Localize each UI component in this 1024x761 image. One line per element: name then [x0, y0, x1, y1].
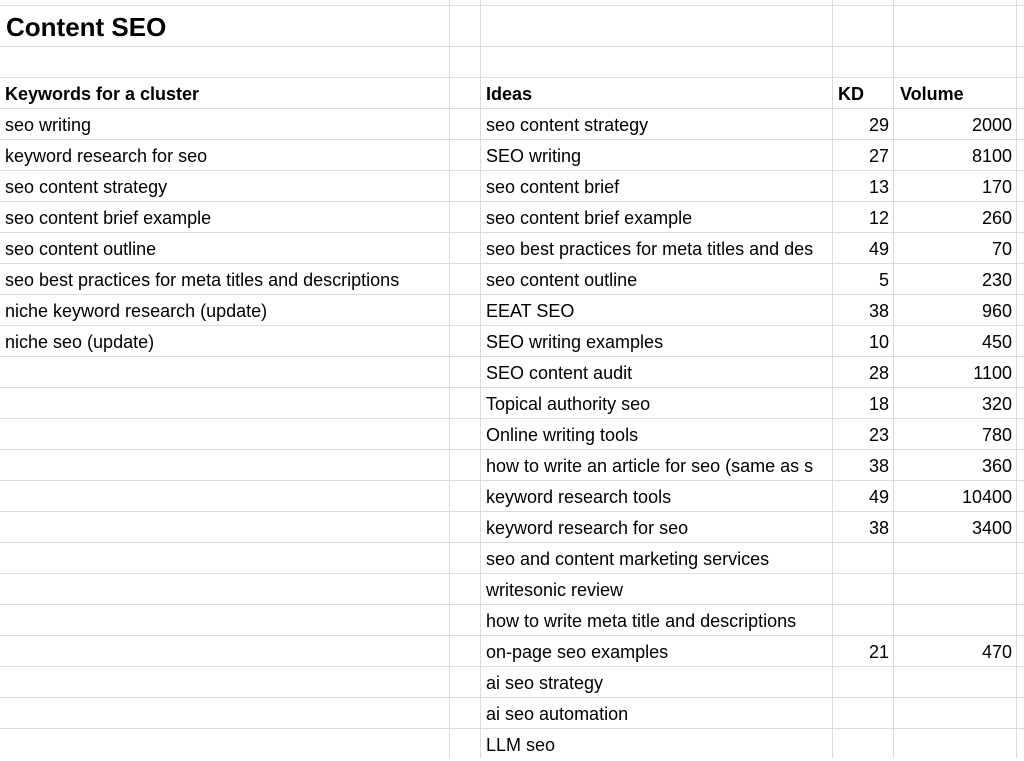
header-kd-cell[interactable]: KD [838, 84, 864, 104]
idea-cell[interactable]: ai seo automation [486, 704, 629, 724]
volume-cell[interactable]: 8100 [971, 146, 1012, 166]
kd-cell[interactable]: 28 [868, 363, 889, 383]
idea-cell[interactable]: seo best practices for meta titles and des [486, 239, 814, 259]
volume-cell[interactable]: 450 [981, 332, 1012, 352]
kd-cell[interactable]: 23 [868, 425, 889, 445]
kd-cell[interactable]: 49 [868, 239, 889, 259]
idea-cell[interactable]: seo content brief [486, 177, 620, 197]
keyword-cell[interactable]: niche seo (update) [5, 332, 155, 352]
keyword-cell[interactable]: seo content brief example [5, 208, 212, 228]
keyword-cell[interactable]: keyword research for seo [5, 146, 208, 166]
volume-cell[interactable]: 170 [981, 177, 1012, 197]
idea-cell[interactable]: how to write meta title and descriptions [486, 611, 797, 631]
kd-cell[interactable] [834, 606, 892, 637]
volume-cell[interactable]: 3400 [971, 518, 1012, 538]
idea-cell[interactable]: keyword research for seo [486, 518, 689, 538]
kd-cell[interactable]: 12 [868, 208, 889, 228]
kd-cell[interactable] [834, 668, 892, 699]
idea-cell[interactable]: seo content brief example [486, 208, 693, 228]
keyword-cell[interactable]: seo content outline [5, 239, 157, 259]
volume-cell[interactable]: 320 [981, 394, 1012, 414]
idea-cell[interactable]: on-page seo examples [486, 642, 669, 662]
kd-cell[interactable]: 5 [878, 270, 889, 290]
idea-cell[interactable]: SEO writing [486, 146, 582, 166]
kd-cell[interactable]: 29 [868, 115, 889, 135]
header-ideas-cell[interactable]: Ideas [486, 84, 533, 104]
kd-cell[interactable]: 21 [868, 642, 889, 662]
sheet-title-cell[interactable]: Content SEO [6, 12, 167, 42]
kd-cell[interactable] [834, 544, 892, 575]
row-border [0, 77, 1024, 78]
idea-cell[interactable]: SEO writing examples [486, 332, 664, 352]
volume-cell[interactable] [895, 606, 1014, 637]
kd-cell[interactable]: 13 [868, 177, 889, 197]
idea-cell[interactable]: LLM seo [486, 735, 556, 755]
volume-cell[interactable] [895, 668, 1014, 699]
idea-cell[interactable]: seo content outline [486, 270, 638, 290]
column-border [449, 0, 450, 758]
kd-cell[interactable]: 27 [868, 146, 889, 166]
idea-cell[interactable]: writesonic review [486, 580, 624, 600]
idea-cell[interactable]: Online writing tools [486, 425, 639, 445]
keyword-cell[interactable]: seo content strategy [5, 177, 168, 197]
volume-cell[interactable] [895, 699, 1014, 730]
kd-cell[interactable]: 10 [868, 332, 889, 352]
idea-cell[interactable]: SEO content audit [486, 363, 633, 383]
volume-cell[interactable]: 1100 [973, 363, 1012, 383]
volume-cell[interactable]: 230 [981, 270, 1012, 290]
volume-cell[interactable] [895, 575, 1014, 606]
volume-cell[interactable] [895, 544, 1014, 575]
kd-cell[interactable]: 38 [868, 456, 889, 476]
idea-cell[interactable]: seo and content marketing services [486, 549, 770, 569]
kd-cell[interactable] [834, 730, 892, 761]
column-border [832, 0, 833, 758]
volume-cell[interactable]: 260 [981, 208, 1012, 228]
keyword-cell[interactable]: seo best practices for meta titles and descriptions [5, 270, 400, 290]
volume-cell[interactable]: 780 [981, 425, 1012, 445]
keyword-cell[interactable]: seo writing [5, 115, 92, 135]
kd-cell[interactable]: 38 [868, 518, 889, 538]
keyword-cell[interactable]: niche keyword research (update) [5, 301, 268, 321]
volume-cell[interactable]: 360 [981, 456, 1012, 476]
idea-cell[interactable]: seo content strategy [486, 115, 649, 135]
idea-cell[interactable]: ai seo strategy [486, 673, 604, 693]
idea-cell[interactable]: how to write an article for seo (same as s [486, 456, 814, 476]
kd-cell[interactable] [834, 575, 892, 606]
idea-cell[interactable]: keyword research tools [486, 487, 672, 507]
volume-cell[interactable]: 10400 [961, 487, 1012, 507]
kd-cell[interactable]: 38 [868, 301, 889, 321]
volume-cell[interactable]: 70 [991, 239, 1012, 259]
column-border [893, 0, 894, 758]
idea-cell[interactable]: Topical authority seo [486, 394, 651, 414]
volume-cell[interactable]: 2000 [971, 115, 1012, 135]
volume-cell[interactable]: 960 [981, 301, 1012, 321]
idea-cell[interactable]: EEAT SEO [486, 301, 575, 321]
header-volume-cell[interactable]: Volume [900, 84, 964, 104]
header-keywords-cell[interactable]: Keywords for a cluster [5, 84, 200, 104]
column-border [480, 0, 481, 758]
column-border [1016, 0, 1017, 758]
volume-cell[interactable]: 470 [981, 642, 1012, 662]
kd-cell[interactable]: 49 [868, 487, 889, 507]
kd-cell[interactable] [834, 699, 892, 730]
kd-cell[interactable]: 18 [868, 394, 889, 414]
volume-cell[interactable] [895, 730, 1014, 761]
